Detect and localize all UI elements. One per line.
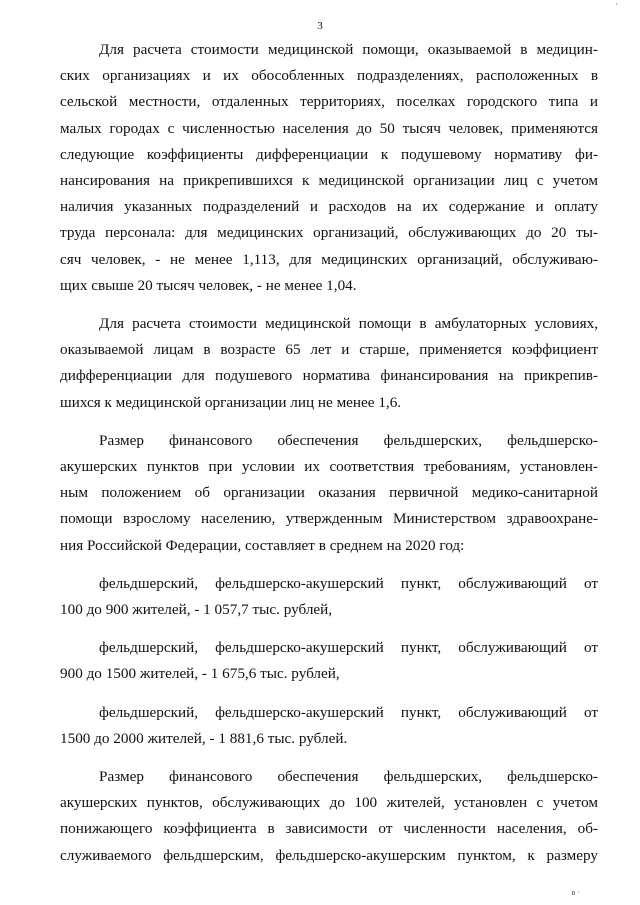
- text-line: Размер финансового обеспечения фельдшерских, фельдшерско-: [99, 431, 598, 449]
- text-line: фельдшерский, фельдшерско-акушерский пункт, обслуживающий от: [99, 703, 598, 721]
- corner-mark: ·: [615, 0, 618, 9]
- text-line: Для расчета стоимости медицинской помощи, оказываемой в медицин-: [99, 41, 598, 58]
- text-line: 900 до 1500 жителей, - 1 675,6 тыс. рублей,: [60, 665, 340, 683]
- page-number: 3: [317, 20, 323, 32]
- text-line: Размер финансового обеспечения фельдшерских, фельдшерско-: [99, 768, 598, 786]
- paragraph-2: [60, 311, 598, 416]
- text-line: наличия указанных подразделений и расходов на их содержание и оплату: [60, 198, 598, 216]
- text-line: оказываемой лицам в возрасте 65 лет и старше, применяется коэффициент: [60, 341, 598, 359]
- text-line: фельдшерский, фельдшерско-акушерский пункт, обслуживающий от: [99, 574, 598, 592]
- paragraph-5: [60, 635, 598, 687]
- text-line: сяч человек, - не менее 1,113, для медицинских организаций, обслуживаю-: [60, 250, 598, 268]
- text-line: понижающего коэффициента в зависимости от численности населения, об-: [60, 820, 598, 838]
- paragraph-4: [60, 571, 598, 623]
- text-line: фельдшерский, фельдшерско-акушерский пункт, обслуживающий от: [99, 639, 598, 657]
- text-line: щих свыше 20 тысяч человек, - не менее 1,04.: [60, 276, 357, 294]
- text-line: труда персонала: для медицинских организаций, обслуживающих до 20 ты-: [60, 224, 598, 242]
- text-line: ным положением об организации оказания первичной медико-санитарной: [60, 484, 598, 502]
- text-line: помощи взрослому населению, утвержденным Министерством здравоохране-: [60, 510, 598, 528]
- paragraph-7: [60, 764, 598, 869]
- text-line: нансирования на прикрепившихся к медицинской организации лиц с учетом: [60, 172, 598, 190]
- document-body: [60, 37, 598, 881]
- paragraph-6: [60, 700, 598, 752]
- text-line: акушерских пунктов при условии их соответствия требованиям, установлен-: [60, 458, 598, 476]
- text-line: следующие коэффициенты дифференциации к подушевому нормативу фи-: [60, 145, 598, 163]
- text-line: Для расчета стоимости медицинской помощи в амбулаторных условиях,: [99, 315, 598, 333]
- text-line: сельской местности, отдаленных территориях, поселках городского типа и: [60, 93, 598, 111]
- paragraph-3: [60, 428, 598, 559]
- text-line: 1500 до 2000 жителей, - 1 881,6 тыс. рублей.: [60, 729, 348, 747]
- text-line: малых городах с численностью населения до 50 тысяч человек, применяются: [60, 119, 598, 137]
- text-line: служиваемого фельдшерским, фельдшерско-акушерским пунктом, к размеру: [60, 846, 598, 864]
- text-line: ния Российской Федерации, составляет в среднем на 2020 год:: [60, 536, 465, 554]
- bottom-mark: в ·: [571, 888, 580, 897]
- text-line: шихся к медицинской организации лиц не менее 1,6.: [60, 393, 402, 411]
- paragraph-1: [60, 37, 598, 299]
- text-line: акушерских пунктов, обслуживающих до 100 жителей, установлен с учетом: [60, 794, 598, 812]
- text-line: 100 до 900 жителей, - 1 057,7 тыс. рублей,: [60, 601, 333, 619]
- text-line: дифференциации для подушевого норматива финансирования на прикрепив-: [60, 367, 598, 385]
- text-line: ских организациях и их обособленных подразделениях, расположенных в: [60, 67, 598, 85]
